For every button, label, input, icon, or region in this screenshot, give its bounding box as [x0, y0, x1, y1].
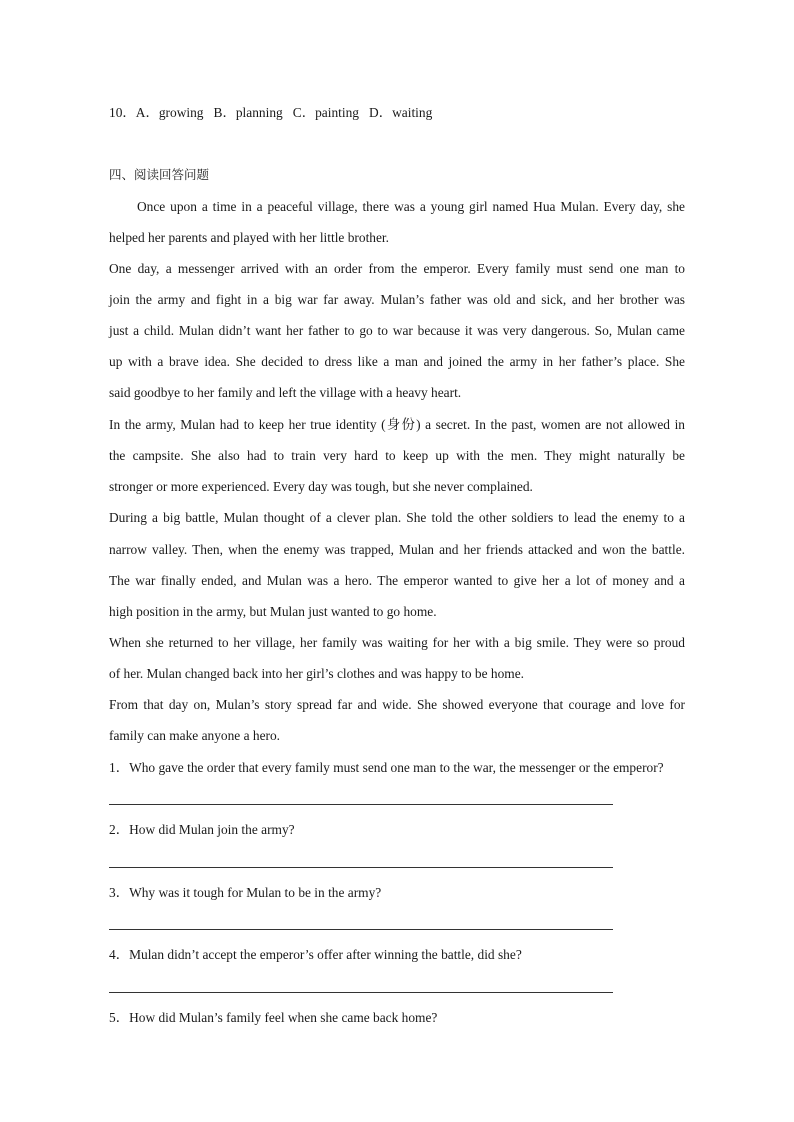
- answer-line-2[interactable]: [109, 867, 613, 868]
- passage-line: join the army and fight in a big war far away. Mulan’s father was old and sick, and her brother was: [109, 292, 685, 307]
- option-a-text: growing: [158, 105, 204, 120]
- question-1: [109, 760, 664, 776]
- passage-line: One day, a messenger arrived with an order from the emperor. Every family must send one man to: [109, 261, 685, 276]
- passage-line: The war finally ended, and Mulan was a hero. The emperor wanted to give her a lot of money and a: [109, 573, 685, 588]
- question-text: How did Mulan join the army?: [129, 822, 295, 837]
- passage-line: just a child. Mulan didn’t want her father to go to war because it was very dangerous. So, Mulan came: [109, 323, 685, 338]
- section-title: 四、阅读回答问题: [109, 167, 210, 182]
- passage-line: narrow valley. Then, when the enemy was trapped, Mulan and her friends attacked and won the battle.: [109, 542, 685, 557]
- question-text: Who gave the order that every family must send one man to the war, the messenger or the emperor?: [129, 760, 664, 775]
- option-a-letter: A．: [135, 105, 159, 120]
- question-number: 4．: [109, 947, 130, 962]
- passage-line: said goodbye to her family and left the village with a heavy heart.: [109, 385, 462, 400]
- option-b-text: planning: [235, 105, 283, 120]
- passage-line: high position in the army, but Mulan just wanted to go home.: [109, 604, 437, 619]
- option-d-letter: D．: [369, 105, 393, 120]
- passage-line: From that day on, Mulan’s story spread far and wide. She showed everyone that courage and love for: [109, 697, 685, 712]
- answer-line-1[interactable]: [109, 804, 613, 805]
- passage-line: the campsite. She also had to train very hard to keep up with the men. They might naturally be: [109, 448, 685, 463]
- passage-line: up with a brave idea. She decided to dress like a man and joined the army in her father’s place. She: [109, 354, 685, 369]
- question-5: [109, 1010, 437, 1026]
- passage-line: When she returned to her village, her family was waiting for her with a big smile. They were so proud: [109, 635, 685, 650]
- passage-line: helped her parents and played with her little brother.: [109, 230, 389, 245]
- passage-line: During a big battle, Mulan thought of a clever plan. She told the other soldiers to lead the enemy to a: [109, 510, 685, 525]
- question-2: [109, 822, 295, 838]
- choice-question-10: [109, 105, 432, 121]
- answer-line-4[interactable]: [109, 992, 613, 993]
- question-number: 10．: [109, 105, 136, 120]
- passage-line: stronger or more experienced. Every day was tough, but she never complained.: [109, 479, 533, 494]
- passage-line: of her. Mulan changed back into her girl’s clothes and was happy to be home.: [109, 666, 524, 681]
- option-d-text: waiting: [392, 105, 433, 120]
- question-text: How did Mulan’s family feel when she came back home?: [129, 1010, 438, 1025]
- passage-line: Once upon a time in a peaceful village, there was a young girl named Hua Mulan. Every day, she: [137, 199, 685, 214]
- question-4: [109, 947, 522, 963]
- option-c-letter: C．: [292, 105, 316, 120]
- question-number: 2．: [109, 822, 130, 837]
- question-number: 5．: [109, 1010, 130, 1025]
- question-number: 1．: [109, 760, 130, 775]
- passage-line: In the army, Mulan had to keep her true identity (身份) a secret. In the past, women are not allowed in: [109, 417, 685, 432]
- option-b-letter: B．: [213, 105, 236, 120]
- question-text: Mulan didn’t accept the emperor’s offer after winning the battle, did she?: [129, 947, 522, 962]
- question-3: [109, 885, 381, 901]
- answer-line-3[interactable]: [109, 929, 613, 930]
- passage-line: family can make anyone a hero.: [109, 728, 281, 743]
- option-c-text: painting: [315, 105, 359, 120]
- question-number: 3．: [109, 885, 130, 900]
- question-text: Why was it tough for Mulan to be in the army?: [129, 885, 382, 900]
